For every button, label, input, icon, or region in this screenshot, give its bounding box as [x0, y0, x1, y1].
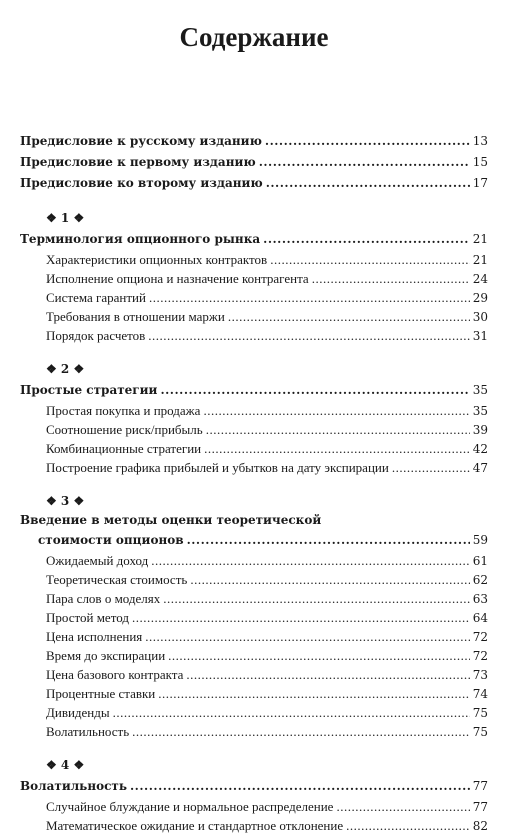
chapter-title: Простые стратегии: [20, 383, 158, 397]
leader-dots: [346, 816, 470, 835]
section-title: Система гарантий: [46, 290, 146, 305]
chapter-title: Терминология опционного рынка: [20, 232, 261, 246]
toc-entry-title: Предисловие ко второму изданию: [20, 176, 263, 190]
chapter-title: Волатильность: [20, 779, 127, 793]
toc-entry-title: Предисловие к первому изданию: [20, 155, 256, 169]
section-title: Время до экспирации: [46, 648, 166, 663]
leader-dots: [270, 250, 470, 269]
section-page: 31: [472, 329, 488, 343]
section-title: Волатильность: [46, 724, 130, 739]
leader-dots: [228, 307, 470, 326]
section-page: 42: [472, 442, 488, 456]
leader-dots: [163, 589, 469, 608]
section-entry[interactable]: [20, 269, 488, 288]
section-page: 82: [472, 819, 488, 833]
section-title: Порядок расчетов: [46, 328, 146, 343]
front-matter: [20, 131, 488, 194]
leader-dots: [312, 269, 470, 288]
section-entry[interactable]: [20, 722, 488, 741]
leader-dots: [132, 722, 470, 741]
section-page: 75: [472, 706, 488, 720]
leader-dots: [203, 401, 469, 420]
leader-dots: [204, 439, 470, 458]
leader-dots: [149, 288, 470, 307]
section-entry[interactable]: [20, 288, 488, 307]
section-page: 29: [472, 291, 488, 305]
toc-entry-title: Предисловие к русскому изданию: [20, 134, 262, 148]
section-title: Соотношение риск/прибыль: [46, 422, 203, 437]
chapter-marker: ❖ 2 ❖: [46, 362, 85, 376]
section-entry[interactable]: [20, 307, 488, 326]
leader-dots: [160, 379, 469, 401]
chapter-marker: ❖ 3 ❖: [46, 494, 85, 508]
section-entry[interactable]: [20, 570, 488, 589]
leader-dots: [130, 775, 470, 797]
toc-entry[interactable]: [20, 173, 488, 194]
leader-dots: [186, 665, 469, 684]
section-page: 61: [472, 554, 488, 568]
section-entry[interactable]: [20, 665, 488, 684]
leader-dots: [263, 228, 470, 250]
leader-dots: [151, 551, 470, 570]
section-page: 64: [472, 611, 488, 625]
section-title: Процентные ставки: [46, 686, 156, 701]
leader-dots: [266, 173, 470, 194]
leader-dots: [113, 703, 470, 722]
chapter-entry[interactable]: [20, 529, 488, 551]
leader-dots: [259, 152, 470, 173]
section-title: Теоретическая стоимость: [46, 572, 188, 587]
section-entry[interactable]: [20, 551, 488, 570]
section-title: Построение графика прибылей и убытков на дату экспирации: [46, 460, 389, 475]
chapter-title-line2: стоимости опционов: [38, 533, 184, 547]
section-page: 47: [472, 461, 488, 475]
chapter-marker: ❖ 1 ❖: [46, 211, 85, 225]
section-entry[interactable]: [20, 589, 488, 608]
section-title: Комбинационные стратегии: [46, 441, 202, 456]
leader-dots: [145, 627, 469, 646]
section-entry[interactable]: [20, 326, 488, 345]
section-page: 74: [472, 687, 488, 701]
leader-dots: [190, 570, 469, 589]
table-of-contents: [20, 131, 488, 835]
section-title: Требования в отношении маржи: [46, 309, 225, 324]
section-entry[interactable]: [20, 684, 488, 703]
leader-dots: [392, 458, 470, 477]
section-page: 77: [472, 800, 488, 814]
section-title: Цена базового контракта: [46, 667, 184, 682]
leader-dots: [158, 684, 469, 703]
section-title: Пара слов о моделях: [46, 591, 161, 606]
chapter-page: 35: [472, 383, 488, 397]
section-page: 24: [472, 272, 488, 286]
chapter-entry[interactable]: [20, 775, 488, 797]
chapter-marker: ❖ 4 ❖: [46, 758, 85, 772]
toc-entry-page: 17: [472, 176, 488, 190]
section-page: 72: [472, 649, 488, 663]
section-entry[interactable]: [20, 401, 488, 420]
toc-entry[interactable]: [20, 131, 488, 152]
section-entry[interactable]: [20, 816, 488, 835]
section-page: 62: [472, 573, 488, 587]
page-title: Содержание: [179, 22, 329, 52]
section-entry[interactable]: [20, 646, 488, 665]
section-title: Простая покупка и продажа: [46, 403, 201, 418]
section-page: 73: [472, 668, 488, 682]
section-page: 30: [472, 310, 488, 324]
leader-dots: [187, 529, 470, 551]
section-entry[interactable]: [20, 250, 488, 269]
section-entry[interactable]: [20, 439, 488, 458]
chapter-title-line1[interactable]: Введение в методы оценки теоретической: [20, 513, 322, 527]
section-title: Случайное блуждание и нормальное распределение: [46, 799, 334, 814]
section-title: Математическое ожидание и стандартное отклонение: [46, 818, 344, 833]
chapter-page: 77: [472, 779, 488, 793]
section-page: 72: [472, 630, 488, 644]
section-title: Характеристики опционных контрактов: [46, 252, 268, 267]
leader-dots: [265, 131, 470, 152]
chapter-page: 59: [472, 533, 488, 547]
section-page: 21: [472, 253, 488, 267]
leader-dots: [206, 420, 470, 439]
section-entry[interactable]: [20, 608, 488, 627]
section-entry[interactable]: [20, 420, 488, 439]
section-page: 35: [472, 404, 488, 418]
section-entry[interactable]: [20, 703, 488, 722]
section-entry[interactable]: [20, 627, 488, 646]
leader-dots: [132, 608, 470, 627]
chapter-page: 21: [472, 232, 488, 246]
toc-entry-page: 15: [472, 155, 488, 169]
section-page: 39: [472, 423, 488, 437]
section-page: 63: [472, 592, 488, 606]
leader-dots: [148, 326, 469, 345]
chapter-entry[interactable]: [20, 228, 488, 250]
section-title: Дивиденды: [46, 705, 110, 720]
chapter-entry[interactable]: [20, 379, 488, 401]
toc-entry[interactable]: [20, 152, 488, 173]
section-title: Цена исполнения: [46, 629, 143, 644]
section-title: Простой метод: [46, 610, 129, 625]
leader-dots: [168, 646, 470, 665]
section-page: 75: [472, 725, 488, 739]
section-title: Исполнение опциона и назначение контрагента: [46, 271, 309, 286]
toc-entry-page: 13: [472, 134, 488, 148]
section-title: Ожидаемый доход: [46, 553, 149, 568]
section-entry[interactable]: [20, 458, 488, 477]
